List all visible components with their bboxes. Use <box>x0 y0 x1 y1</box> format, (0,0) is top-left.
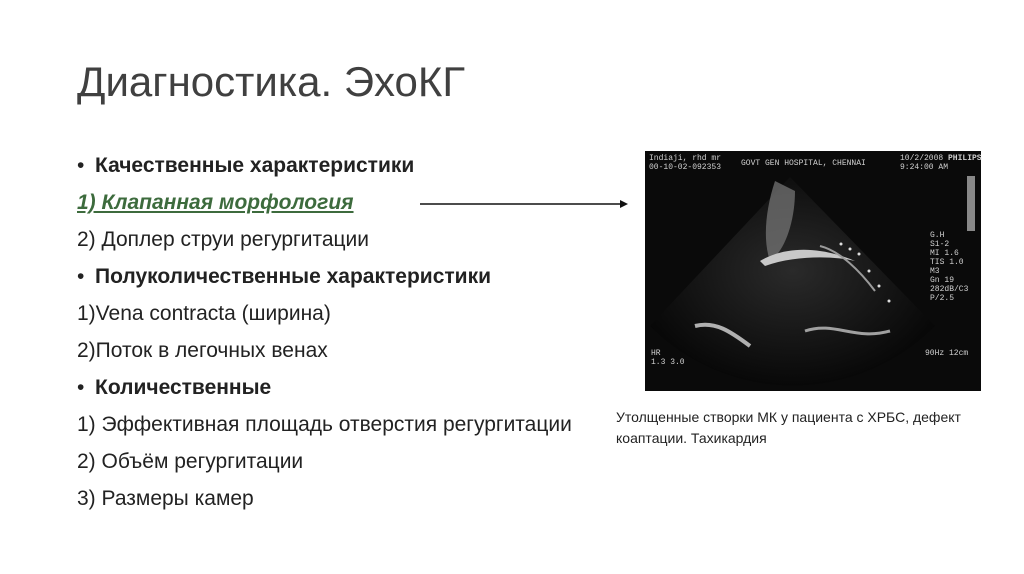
echo-brand-logo: PHILIPS <box>948 154 982 163</box>
list-item-4: 1)Vena contracta (ширина) <box>77 302 331 325</box>
list-item-0: • Качественные характеристики <box>77 152 597 179</box>
list-item-7: 1) Эффективная площадь отверстия регургитации <box>77 413 572 436</box>
pointer-arrow-icon <box>420 196 630 212</box>
slide-title: Диагностика. ЭхоКГ <box>77 58 466 105</box>
list-item-3: • Полуколичественные характеристики <box>77 263 597 290</box>
echo-patient-label: Indiaji, rhd mr <box>649 154 722 163</box>
echo-hospital: GOVT GEN HOSPITAL, CHENNAI <box>741 159 866 168</box>
list-item-6: • Количественные <box>77 374 597 401</box>
echo-side-params: G.H S1-2 MI 1.6 TIS 1.0 M3 Gn 19 282dB/C3 P/2.5 <box>930 231 969 303</box>
echo-time: 9:24:00 AM <box>900 163 949 172</box>
list-item-5: 2)Поток в легочных венах <box>77 339 328 362</box>
list-item-8: 2) Объём регургитации <box>77 450 304 473</box>
list-item-9: 3) Размеры камер <box>77 487 254 510</box>
echo-hr: HR 1.3 3.0 <box>651 349 685 367</box>
list-item-2: 2) Доплер струи регургитации <box>77 228 369 251</box>
list-item-1: 1) Клапанная морфология <box>77 191 354 214</box>
echo-frame-rate: 90Hz 12cm <box>925 349 969 358</box>
echocardiogram-image <box>645 151 981 391</box>
echo-date: 10/2/2008 <box>900 154 944 163</box>
echo-patient-id: 00-10-02-092353 <box>649 163 722 172</box>
image-caption: Утолщенные створки МК у пациента с ХРБС, дефект коаптации. Тахикардия <box>616 409 961 446</box>
